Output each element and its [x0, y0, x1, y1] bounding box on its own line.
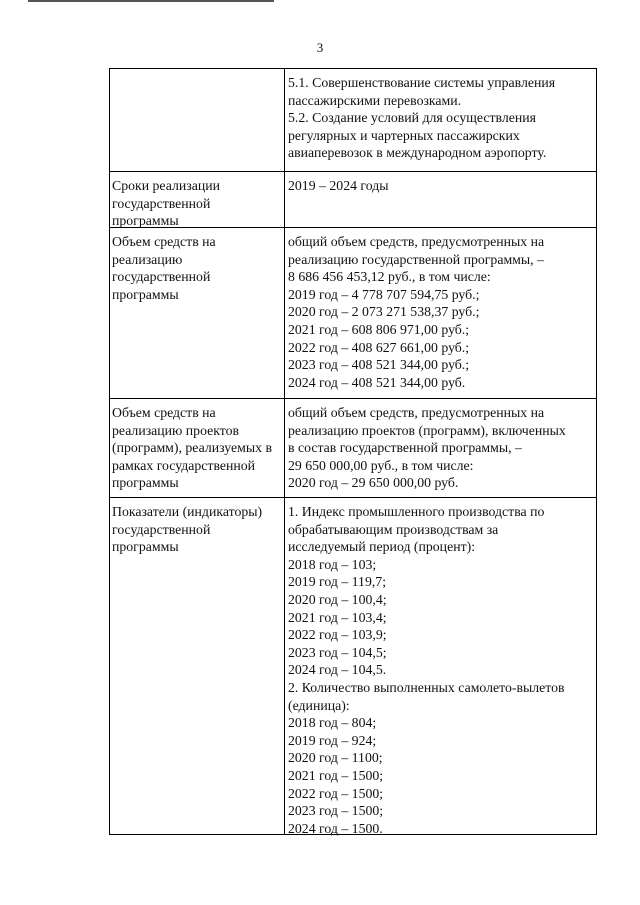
- content-line: 2019 – 2024 годы: [288, 178, 389, 193]
- row-content: [288, 404, 595, 492]
- content-line: 1. Индекс промышленного производства по: [288, 504, 545, 519]
- table-row-indicators: [109, 497, 597, 835]
- label-line: программы: [112, 213, 179, 229]
- content-line: 2018 год – 804;: [288, 715, 377, 731]
- label-line: программы: [112, 539, 179, 555]
- content-line: 2024 год – 1500.: [288, 820, 383, 836]
- row-content: [288, 74, 595, 162]
- content-line: пассажирскими перевозками.: [288, 92, 462, 108]
- label-line: Показатели (индикаторы): [112, 504, 263, 519]
- content-line: 2023 год – 408 521 344,00 руб.;: [288, 357, 470, 373]
- label-line: реализацию проектов: [112, 422, 240, 438]
- top-rule: [28, 0, 274, 2]
- content-line: 2021 год – 103,4;: [288, 609, 387, 625]
- content-line: общий объем средств, предусмотренных на: [288, 234, 545, 249]
- content-line: 2022 год – 103,9;: [288, 627, 387, 643]
- content-line: 2019 год – 4 778 707 594,75 руб.;: [288, 286, 480, 302]
- content-line: 2021 год – 1500;: [288, 767, 384, 783]
- content-line: 5.1. Совершенствование системы управления: [288, 75, 556, 90]
- content-line: 2020 год – 29 650 000,00 руб.: [288, 475, 459, 491]
- content-line: реализацию проектов (программ), включенных: [288, 422, 566, 438]
- content-line: реализацию государственной программы, –: [288, 251, 544, 267]
- table-row-project-funding: [109, 398, 597, 498]
- label-line: реализацию: [112, 251, 183, 267]
- content-line: регулярных и чартерных пассажирских: [288, 127, 520, 143]
- label-line: рамках государственной: [112, 457, 256, 473]
- content-line: 2023 год – 104,5;: [288, 644, 387, 660]
- row-label: [112, 233, 282, 303]
- content-line: 2020 год – 100,4;: [288, 591, 387, 607]
- content-line: 8 686 456 453,12 руб., в том числе:: [288, 269, 491, 285]
- content-line: 2019 год – 924;: [288, 732, 377, 748]
- row-content: [288, 177, 595, 195]
- page-number: 3: [316, 40, 324, 55]
- label-line: программы: [112, 286, 179, 302]
- label-line: Объем средств на: [112, 405, 216, 420]
- content-line: 2023 год – 1500;: [288, 803, 384, 819]
- row-content: [288, 233, 595, 391]
- row-label: [112, 503, 282, 556]
- content-line: 2020 год – 1100;: [288, 750, 383, 766]
- content-line: 2022 год – 1500;: [288, 785, 384, 801]
- content-line: 2019 год – 119,7;: [288, 574, 387, 590]
- content-line: общий объем средств, предусмотренных на: [288, 405, 545, 420]
- content-line: (единица):: [288, 697, 350, 713]
- row-label: [112, 404, 282, 492]
- label-line: государственной: [112, 269, 211, 285]
- table-row-goals: [109, 68, 597, 172]
- content-line: 2024 год – 104,5.: [288, 662, 387, 678]
- content-line: 2024 год – 408 521 344,00 руб.: [288, 374, 466, 390]
- content-line: 2020 год – 2 073 271 538,37 руб.;: [288, 304, 480, 320]
- content-line: обрабатывающим производствам за: [288, 521, 499, 537]
- content-line: 29 650 000,00 руб., в том числе:: [288, 457, 474, 473]
- row-content: [288, 503, 595, 837]
- label-line: (программ), реализуемых в: [112, 440, 272, 456]
- content-line: в состав государственной программы, –: [288, 440, 522, 456]
- row-label: [112, 177, 282, 230]
- label-line: Объем средств на: [112, 234, 216, 249]
- content-line: 2021 год – 608 806 971,00 руб.;: [288, 321, 470, 337]
- content-line: авиаперевозок в международном аэропорту.: [288, 145, 547, 161]
- content-line: исследуемый период (процент):: [288, 539, 476, 555]
- content-line: 2. Количество выполненных самолето-вылетов: [288, 679, 565, 695]
- label-line: программы: [112, 475, 179, 491]
- table-row-program-funding: [109, 227, 597, 399]
- label-line: государственной: [112, 195, 211, 211]
- content-line: 2018 год – 103;: [288, 556, 377, 572]
- content-line: 2022 год – 408 627 661,00 руб.;: [288, 339, 470, 355]
- label-line: государственной: [112, 521, 211, 537]
- table-row-timeline: [109, 171, 597, 228]
- content-line: 5.2. Создание условий для осуществления: [288, 110, 536, 126]
- label-line: Сроки реализации: [112, 178, 220, 193]
